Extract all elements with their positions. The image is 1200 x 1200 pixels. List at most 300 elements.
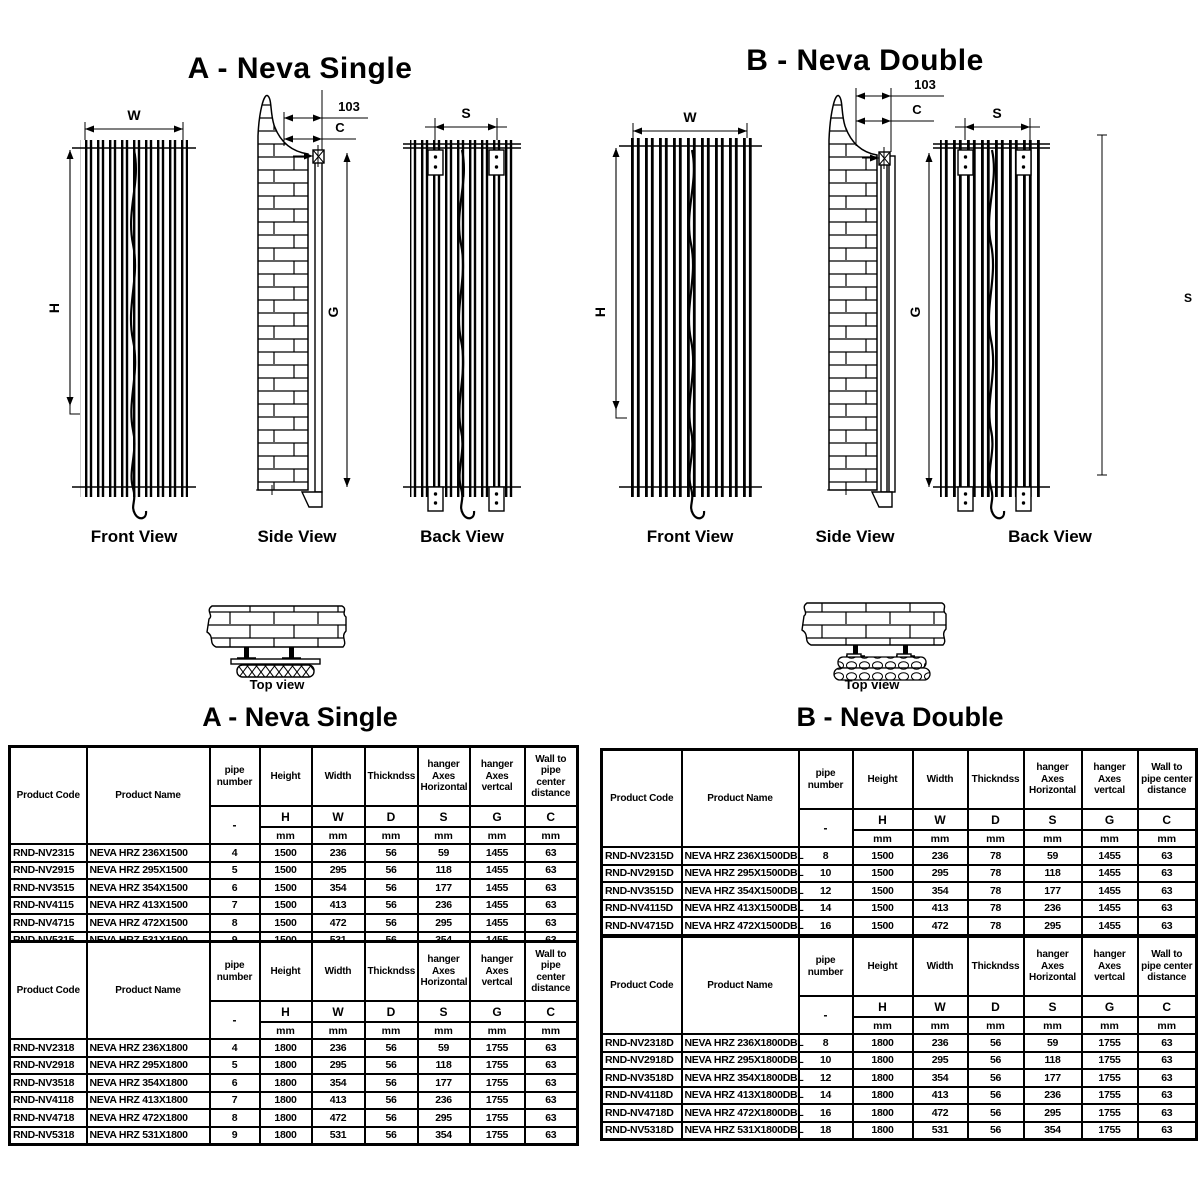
table-row [602,1104,1197,1122]
table-cell: 63 [1138,1122,1197,1140]
table-cell: 1800 [260,1109,312,1127]
table-cell: 413 [312,897,365,915]
table-cell: 78 [968,882,1024,900]
table-b-title: B - Neva Double [796,702,1004,732]
table-cell: 16 [799,917,853,935]
table-cell: 63 [525,1127,578,1145]
table-cell: 236 [312,844,365,862]
col-height: Height [853,750,913,810]
unit-mm: mm [470,827,525,844]
table-cell: NEVA HRZ 472X1500DBL [682,917,799,935]
neva-double-top-view [802,603,946,692]
table-cell: 8 [210,1109,260,1127]
table-cell: NEVA HRZ 354X1800 [87,1074,210,1092]
table-row [10,844,578,862]
sym-dash: - [799,996,853,1034]
table-cell: NEVA HRZ 472X1800 [87,1109,210,1127]
table-cell: NEVA HRZ 413X1800DBL [682,1087,799,1105]
table-neva-double-1500 [600,748,1198,954]
table-cell: 78 [968,865,1024,883]
col-hanger-horizontal: hanger Axes Horizontal [418,942,470,1002]
table-cell: NEVA HRZ 236X1500 [87,844,210,862]
table-cell: 63 [525,1057,578,1075]
wall-top-section [207,606,346,647]
table-row [602,847,1197,865]
table-cell: 1500 [853,847,913,865]
table-row [10,1074,578,1092]
table-cell: 1755 [1082,1034,1138,1052]
col-product-code: Product Code [602,750,682,848]
table-cell: 7 [210,897,260,915]
table-cell: 8 [210,914,260,932]
table-cell: 16 [799,1104,853,1122]
table-cell: NEVA HRZ 413X1500DBL [682,900,799,918]
sym-s: S [418,1001,470,1022]
table-cell: 56 [365,1127,418,1145]
table-cell: 531 [312,1127,365,1145]
table-cell: 1455 [470,844,525,862]
table-cell: RND-NV2918D [602,1052,682,1070]
unit-mm: mm [418,827,470,844]
table-cell: 56 [365,897,418,915]
table-cell: 56 [365,879,418,897]
neva-double-back-view [907,105,1192,546]
dim-g-label-b: G [907,306,923,318]
table-cell: 56 [365,1074,418,1092]
col-height: Height [260,942,312,1002]
sym-h: H [260,1001,312,1022]
col-wall-distance: Wall to pipe center distance [1138,937,1197,997]
table-cell: 1800 [853,1104,913,1122]
unit-mm: mm [1138,830,1197,847]
table-cell: RND-NV4118D [602,1087,682,1105]
sym-w: W [913,809,968,830]
table-cell: 63 [1138,1104,1197,1122]
table-cell: 1755 [1082,1087,1138,1105]
dim-c-label-b: C [912,102,922,117]
table-cell: 118 [1024,865,1082,883]
col-hanger-horizontal: hanger Axes Horizontal [418,747,470,807]
section-b-title: B - Neva Double [746,44,984,77]
unit-mm: mm [470,1022,525,1039]
col-hanger-horizontal: hanger Axes Horizontal [1024,937,1082,997]
table-cell: 63 [525,1092,578,1110]
table-cell: 63 [1138,900,1197,918]
table-cell: 1455 [1082,882,1138,900]
table-cell: 4 [210,844,260,862]
table-row [602,865,1197,883]
unit-mm: mm [1082,1017,1138,1034]
table-cell: 1455 [470,897,525,915]
unit-mm: mm [525,1022,578,1039]
table-cell: RND-NV2918 [10,1057,87,1075]
table-cell: RND-NV4718D [602,1104,682,1122]
table-cell: 63 [1138,882,1197,900]
table-cell: NEVA HRZ 472X1800DBL [682,1104,799,1122]
table-row [602,1052,1197,1070]
unit-mm: mm [1024,830,1082,847]
table-cell: 118 [418,862,470,880]
table-cell: NEVA HRZ 295X1500DBL [682,865,799,883]
table-cell: 1500 [260,844,312,862]
table-cell: 1500 [260,879,312,897]
table-cell: 63 [1138,865,1197,883]
unit-mm: mm [968,1017,1024,1034]
col-hanger-vertical: hanger Axes vertcal [1082,750,1138,810]
table-cell: 531 [913,1122,968,1140]
wall-section [258,95,308,490]
unit-mm: mm [913,1017,968,1034]
edge-s-label: S [1184,291,1193,305]
table-cell: RND-NV2318 [10,1039,87,1057]
radiator-top-profile [237,665,314,677]
table-cell: 236 [312,1039,365,1057]
table-cell: NEVA HRZ 354X1500 [87,879,210,897]
col-thickness: Thickndss [968,750,1024,810]
table-cell: 1755 [1082,1069,1138,1087]
table-cell: 1755 [1082,1122,1138,1140]
radiator-profile-2 [889,156,895,492]
table-cell: 1755 [470,1109,525,1127]
sym-c: C [525,806,578,827]
table-cell: 1800 [853,1052,913,1070]
table-cell: 63 [525,1074,578,1092]
col-hanger-horizontal: hanger Axes Horizontal [1024,750,1082,810]
table-cell: 236 [1024,1087,1082,1105]
table-cell: 18 [799,1122,853,1140]
table-cell: 63 [1138,917,1197,935]
table-cell: 177 [418,879,470,897]
table-cell: 295 [418,914,470,932]
table-cell: RND-NV4115 [10,897,87,915]
table-row [602,900,1197,918]
table-cell: 236 [1024,900,1082,918]
top-view-label-b: Top view [844,677,900,692]
unit-mm: mm [1082,830,1138,847]
table-cell: 1500 [260,862,312,880]
table-cell: 63 [525,914,578,932]
table-row [10,1039,578,1057]
sym-w: W [312,806,365,827]
table-cell: 1455 [1082,917,1138,935]
table-cell: RND-NV2915 [10,862,87,880]
table-cell: NEVA HRZ 236X1800 [87,1039,210,1057]
unit-mm: mm [1024,1017,1082,1034]
table-cell: 177 [1024,1069,1082,1087]
table-cell: 354 [1024,1122,1082,1140]
unit-mm: mm [525,827,578,844]
table-cell: 78 [968,847,1024,865]
col-product-name: Product Name [682,750,799,848]
table-cell: 5 [210,1057,260,1075]
table-cell: 56 [365,862,418,880]
table-cell: 1800 [853,1122,913,1140]
unit-mm: mm [968,830,1024,847]
col-wall-distance: Wall to pipe center distance [525,747,578,807]
table-row [10,879,578,897]
col-hanger-vertical: hanger Axes vertcal [1082,937,1138,997]
unit-mm: mm [365,1022,418,1039]
sym-w: W [312,1001,365,1022]
sym-g: G [470,806,525,827]
table-cell: 1500 [853,917,913,935]
neva-single-back-view [325,105,521,546]
table-cell: 78 [968,900,1024,918]
table-cell: 118 [418,1057,470,1075]
table-cell: 1755 [470,1057,525,1075]
table-cell: RND-NV3515 [10,879,87,897]
table-cell: 8 [799,847,853,865]
dim-103-label-a: 103 [338,99,360,114]
col-width: Width [913,937,968,997]
table-cell: NEVA HRZ 295X1500 [87,862,210,880]
table-cell: RND-NV4115D [602,900,682,918]
sym-g: G [470,1001,525,1022]
table-cell: 1500 [853,882,913,900]
sym-g: G [1082,809,1138,830]
table-cell: 354 [312,1074,365,1092]
table-cell: 8 [799,1034,853,1052]
table-cell: 7 [210,1092,260,1110]
table-row [602,1069,1197,1087]
dim-g-label-a: G [325,306,341,318]
table-cell: NEVA HRZ 295X1800 [87,1057,210,1075]
table-cell: 63 [1138,1034,1197,1052]
col-pipe-number: pipe number [799,750,853,810]
table-cell: 1500 [853,900,913,918]
table-row [10,1092,578,1110]
table-cell: RND-NV5318D [602,1122,682,1140]
table-cell: 1800 [260,1127,312,1145]
table-neva-double-1800 [600,935,1198,1141]
neva-double-side-view [815,77,944,546]
col-product-code: Product Code [10,747,87,845]
table-neva-single-1800 [8,940,579,1146]
col-height: Height [260,747,312,807]
col-product-name: Product Name [87,942,210,1040]
side-view-label-b: Side View [815,527,895,546]
radiator-top-profile-row1 [838,657,926,668]
sym-c: C [525,1001,578,1022]
table-cell: 354 [913,1069,968,1087]
table-cell: 236 [418,897,470,915]
table-cell: 354 [312,879,365,897]
table-row [10,1127,578,1145]
dim-w-label-b: W [683,109,697,125]
dim-103-label-b: 103 [914,77,936,92]
table-cell: 63 [525,1109,578,1127]
table-cell: NEVA HRZ 413X1500 [87,897,210,915]
table-cell: RND-NV4715 [10,914,87,932]
dim-w-label-a: W [127,107,141,123]
table-cell: 63 [1138,1052,1197,1070]
table-row [10,1109,578,1127]
table-cell: 56 [365,844,418,862]
table-cell: 413 [913,1087,968,1105]
dim-h-label-b: H [592,306,608,318]
table-cell: NEVA HRZ 354X1500DBL [682,882,799,900]
floor-bracket [872,492,892,507]
table-cell: 472 [312,914,365,932]
table-cell: NEVA HRZ 413X1800 [87,1092,210,1110]
table-cell: 63 [525,879,578,897]
col-hanger-vertical: hanger Axes vertcal [470,942,525,1002]
table-cell: 1800 [853,1069,913,1087]
section-a-title: A - Neva Single [187,52,413,85]
table-cell: 177 [418,1074,470,1092]
table-cell: 56 [968,1087,1024,1105]
table-cell: 1800 [853,1034,913,1052]
unit-mm: mm [1138,1017,1197,1034]
table-cell: 295 [913,1052,968,1070]
table-cell: 63 [525,1039,578,1057]
table-cell: 10 [799,1052,853,1070]
table-cell: 1755 [470,1074,525,1092]
sym-h: H [260,806,312,827]
table-cell: 1500 [260,897,312,915]
table-cell: 63 [525,844,578,862]
table-cell: NEVA HRZ 472X1500 [87,914,210,932]
table-cell: 1755 [470,1127,525,1145]
col-pipe-number: pipe number [799,937,853,997]
table-cell: NEVA HRZ 236X1500DBL [682,847,799,865]
table-cell: 63 [1138,847,1197,865]
table-cell: RND-NV2915D [602,865,682,883]
unit-mm: mm [260,1022,312,1039]
table-cell: 10 [799,865,853,883]
table-cell: RND-NV5318 [10,1127,87,1145]
sym-s: S [1024,996,1082,1017]
table-cell: 56 [968,1052,1024,1070]
dim-h-label-a: H [46,302,62,314]
table-cell: RND-NV4715D [602,917,682,935]
table-cell: NEVA HRZ 531X1800 [87,1127,210,1145]
table-cell: 59 [418,1039,470,1057]
table-cell: 472 [913,1104,968,1122]
table-cell: 1455 [1082,847,1138,865]
table-cell: 236 [418,1092,470,1110]
table-cell: 1755 [470,1092,525,1110]
table-cell: 59 [418,844,470,862]
table-cell: RND-NV3518 [10,1074,87,1092]
unit-mm: mm [853,1017,913,1034]
neva-double-front-view [592,109,762,546]
col-height: Height [853,937,913,997]
sym-c: C [1138,809,1197,830]
sym-d: D [365,806,418,827]
unit-mm: mm [853,830,913,847]
table-cell: 236 [913,847,968,865]
table-cell: 1500 [260,914,312,932]
top-view-label-a: Top view [249,677,305,692]
neva-single-side-view [256,90,368,546]
back-view-label-b: Back View [1008,527,1092,546]
table-cell: 78 [968,917,1024,935]
table-cell: 295 [1024,917,1082,935]
table-cell: 12 [799,882,853,900]
sym-d: D [365,1001,418,1022]
table-cell: RND-NV2315D [602,847,682,865]
table-cell: 295 [312,1057,365,1075]
table-row [602,1034,1197,1052]
table-cell: 56 [365,1039,418,1057]
table-row [602,882,1197,900]
table-cell: 56 [968,1104,1024,1122]
table-cell: 9 [210,1127,260,1145]
wall-section [829,96,877,490]
table-cell: NEVA HRZ 354X1800DBL [682,1069,799,1087]
floor-bracket [302,492,322,507]
dim-c-label-a: C [335,120,345,135]
table-cell: 12 [799,1069,853,1087]
col-pipe-number: pipe number [210,942,260,1002]
col-product-name: Product Name [682,937,799,1035]
col-thickness: Thickndss [365,942,418,1002]
unit-mm: mm [418,1022,470,1039]
table-cell: 6 [210,1074,260,1092]
table-cell: 56 [968,1122,1024,1140]
table-cell: 63 [525,862,578,880]
back-view-label-a: Back View [420,527,504,546]
table-cell: 63 [1138,1087,1197,1105]
col-thickness: Thickndss [968,937,1024,997]
sym-s: S [418,806,470,827]
table-cell: 295 [1024,1104,1082,1122]
sym-g: G [1082,996,1138,1017]
table-cell: 1455 [1082,865,1138,883]
table-cell: 1800 [260,1092,312,1110]
table-row [10,897,578,915]
radiator-profile-1 [881,156,887,492]
unit-mm: mm [312,827,365,844]
col-wall-distance: Wall to pipe center distance [1138,750,1197,810]
radiator-profile [315,153,322,492]
table-cell: 56 [365,1109,418,1127]
table-cell: 1800 [260,1074,312,1092]
col-product-code: Product Code [602,937,682,1035]
sym-h: H [853,809,913,830]
table-cell: 6 [210,879,260,897]
table-cell: RND-NV4718 [10,1109,87,1127]
table-row [10,1057,578,1075]
table-cell: 295 [913,865,968,883]
table-cell: 295 [418,1109,470,1127]
table-cell: RND-NV4118 [10,1092,87,1110]
sym-d: D [968,996,1024,1017]
table-row [602,917,1197,935]
col-hanger-vertical: hanger Axes vertcal [470,747,525,807]
table-cell: 354 [418,1127,470,1145]
table-cell: 413 [913,900,968,918]
table-cell: NEVA HRZ 295X1800DBL [682,1052,799,1070]
side-view-label-a: Side View [257,527,337,546]
table-cell: 1800 [260,1057,312,1075]
col-width: Width [312,942,365,1002]
table-row [10,862,578,880]
table-cell: 4 [210,1039,260,1057]
table-cell: 14 [799,1087,853,1105]
table-cell: 5 [210,862,260,880]
table-a-title: A - Neva Single [202,702,398,732]
table-cell: 63 [525,897,578,915]
table-cell: 56 [968,1069,1024,1087]
col-product-name: Product Name [87,747,210,845]
table-cell: 56 [365,1057,418,1075]
col-width: Width [913,750,968,810]
table-cell: 56 [365,914,418,932]
sym-c: C [1138,996,1197,1017]
unit-mm: mm [913,830,968,847]
